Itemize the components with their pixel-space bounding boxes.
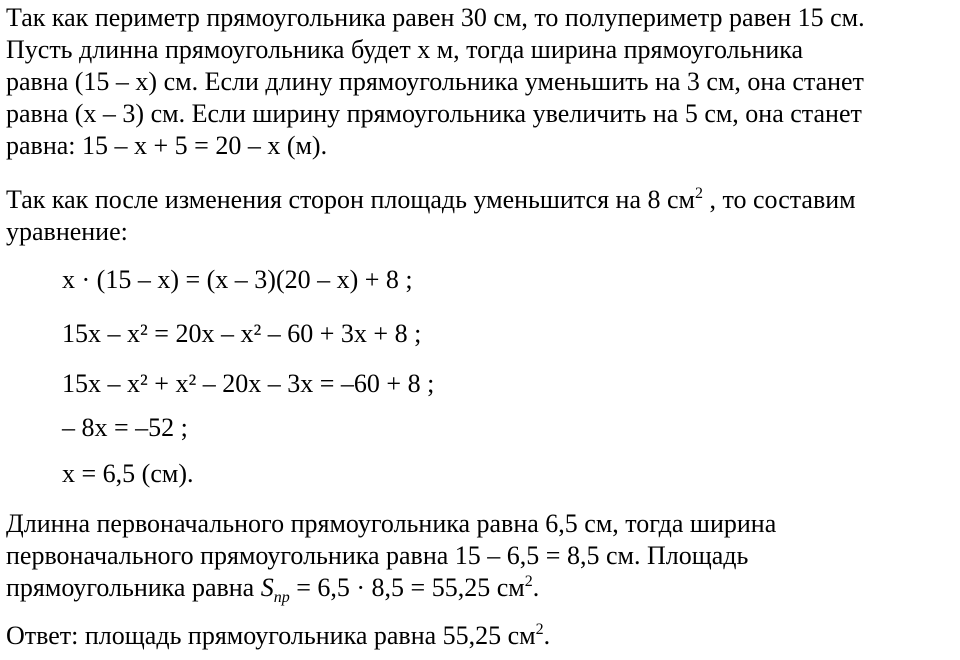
intro-line-3: равна (15 – x) см. Если длину прямоугольника уменьшить на 3 см, она станет bbox=[6, 67, 864, 96]
setup-superscript: 2 bbox=[694, 185, 703, 202]
equation-2-text: 15x – x² = 20x – x² – 60 + 3x + 8 ; bbox=[62, 319, 422, 348]
setup-text: Так как после изменения сторон площадь уменьшится на 8 см bbox=[6, 185, 695, 214]
conclusion-paragraph bbox=[6, 508, 954, 604]
equation-setup-paragraph bbox=[6, 184, 954, 248]
answer-end: . bbox=[543, 621, 551, 650]
intro-line-1: Так как периметр прямоугольника равен 30 см, то полупериметр равен 15 см. bbox=[6, 3, 865, 32]
conclusion-line-2: первоначального прямоугольника равна 15 – 6,5 = 8,5 см. Площадь bbox=[6, 541, 749, 570]
conclusion-line-3 bbox=[6, 572, 954, 604]
intro-paragraph bbox=[6, 2, 954, 162]
area-label: прямоугольника равна bbox=[6, 573, 261, 602]
conclusion-line-1: Длинна первоначального прямоугольника равна 6,5 см, тогда ширина bbox=[6, 509, 777, 538]
intro-line-4: равна (x – 3) см. Если ширину прямоугольника увеличить на 5 см, она станет bbox=[6, 99, 862, 128]
setup-text-end: , то составим bbox=[702, 185, 856, 214]
setup-line-1 bbox=[6, 184, 954, 216]
equation-5 bbox=[62, 458, 193, 490]
equation-4-text: – 8x = –52 ; bbox=[62, 413, 188, 442]
answer-superscript: 2 bbox=[535, 621, 544, 638]
equation-1 bbox=[62, 264, 413, 296]
area-symbol: S bbox=[260, 573, 274, 602]
equation-3-text: 15x – x² + x² – 20x – 3x = –60 + 8 ; bbox=[62, 369, 435, 398]
area-subscript: пр bbox=[273, 589, 290, 606]
intro-line-2: Пусть длинна прямоугольника будет x м, тогда ширина прямоугольника bbox=[6, 35, 804, 64]
setup-line-2: уравнение: bbox=[6, 217, 128, 246]
equation-4 bbox=[62, 412, 188, 444]
area-formula: = 6,5 · 8,5 = 55,25 см bbox=[289, 573, 525, 602]
area-superscript: 2 bbox=[524, 573, 533, 590]
area-end: . bbox=[532, 573, 540, 602]
equation-1-text: x · (15 – x) = (x – 3)(20 – x) + 8 ; bbox=[62, 265, 413, 294]
equation-2 bbox=[62, 318, 421, 350]
answer-line bbox=[6, 620, 954, 652]
intro-line-5: равна: 15 – x + 5 = 20 – x (м). bbox=[6, 131, 328, 160]
answer-paragraph bbox=[6, 620, 954, 652]
answer-text: Ответ: площадь прямоугольника равна 55,25 см bbox=[6, 621, 536, 650]
equation-5-text: x = 6,5 (см). bbox=[62, 459, 194, 488]
equation-3 bbox=[62, 368, 434, 400]
